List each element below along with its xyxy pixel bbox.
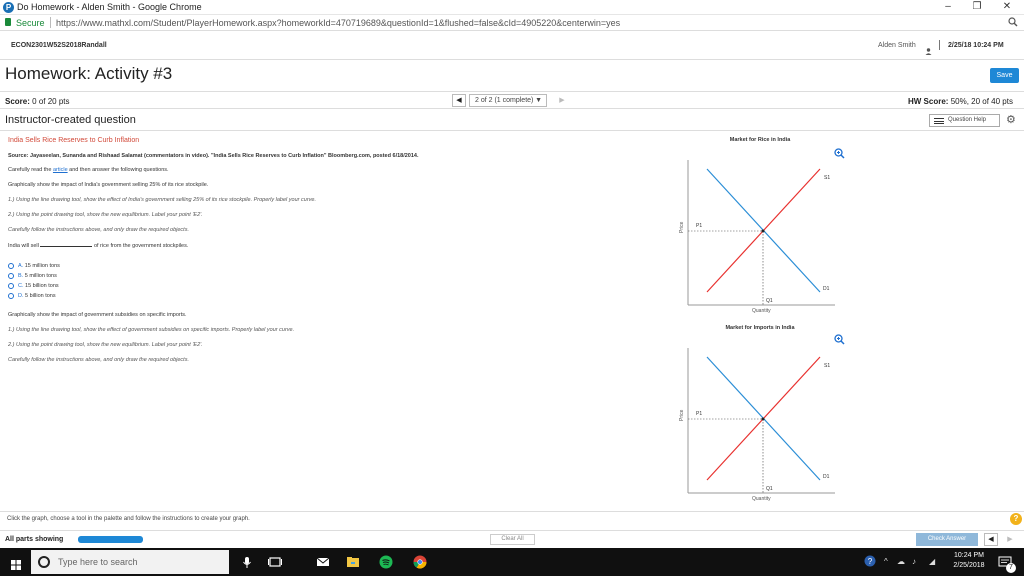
secure-label: Secure (16, 18, 45, 28)
radio-button-icon[interactable] (8, 293, 14, 299)
cloud-icon[interactable]: ☁ (897, 557, 905, 566)
address-separator (50, 17, 51, 28)
option-text: 5 million tons (24, 273, 57, 279)
instruction-text-pre: Carefully read the (8, 167, 52, 173)
option-letter: C. (18, 283, 24, 289)
radio-button-icon[interactable] (8, 283, 14, 289)
page-title: Homework: Activity #3 (5, 64, 173, 83)
zoom-in-icon[interactable] (834, 332, 845, 343)
chevron-down-icon: ▼ (535, 97, 542, 104)
graph2-canvas[interactable] (680, 343, 840, 503)
help-tray-icon[interactable] (864, 555, 876, 569)
demand-label: D1 (823, 286, 830, 292)
fill-in-sentence (8, 242, 508, 250)
option-letter: A. (18, 263, 24, 269)
file-explorer-icon[interactable] (346, 555, 360, 569)
next-question-button[interactable]: ▶ (1007, 536, 1013, 543)
all-parts-label: All parts showing (5, 536, 64, 543)
hw-score-display (908, 97, 1013, 106)
answer-blank (40, 242, 92, 247)
course-code: ECON2301W52S2018Randall (11, 42, 107, 49)
check-answer-button[interactable]: Check Answer (916, 533, 978, 546)
graph1-title: Market for Rice in India (729, 137, 791, 143)
graph1-note: Carefully follow the instructions above, and only draw the required objects. (8, 227, 189, 233)
bottom-divider (0, 511, 1024, 512)
question-help-button[interactable] (929, 114, 1000, 127)
maximize-button[interactable]: ❐ (972, 1, 982, 12)
article-source: Source: Jayaseelan, Sunanda and Rishaad Salamat (commentators in video). "India Sells Rice Reserves to Curb Inflation" Bloomberg.com, posted 6/18/2014. (8, 153, 419, 159)
graph1-canvas[interactable] (680, 155, 840, 315)
answer-option-d[interactable] (8, 292, 508, 300)
fill-text-pre: India will sell (8, 243, 39, 249)
person-icon (925, 42, 932, 49)
option-text: 15 billion tons (25, 283, 59, 289)
taskbar-search-placeholder: Type here to search (58, 557, 138, 567)
content-divider (0, 130, 1024, 131)
hw-score-value: 50%, 20 of 40 pts (950, 97, 1013, 106)
microphone-icon[interactable] (240, 555, 254, 569)
question-select-value: 2 of 2 (1 complete) (475, 97, 534, 104)
graph1-step2: 2.) Using the point drawing tool, show the new equilibrium. Label your point 'E2'. (8, 212, 203, 218)
graph1-prompt: Graphically show the impact of India's government selling 25% of its rice stockpile. (8, 182, 209, 188)
taskbar-clock[interactable] (948, 551, 990, 571)
equilibrium-point (762, 418, 765, 421)
option-text: 5 billion tons (25, 293, 56, 299)
graph-instructions: Click the graph, choose a tool in the palette and follow the instructions to create your graph. (7, 516, 250, 522)
next-question-button[interactable]: ▶ (559, 97, 565, 104)
graph2-prompt: Graphically show the impact of government subsidies on specific imports. (8, 312, 187, 318)
option-text: 15 million tons (24, 263, 60, 269)
cortana-icon (38, 556, 50, 568)
graph2-note: Carefully follow the instructions above, and only draw the required objects. (8, 357, 189, 363)
pearson-logo-icon: P (3, 2, 14, 13)
score-bar (0, 91, 1024, 109)
footer-bar (0, 530, 1024, 547)
user-name[interactable]: Alden Smith (878, 42, 916, 49)
option-letter: D. (18, 293, 24, 299)
graph2-step2: 2.) Using the point drawing tool, show the new equilibrium. Label your point 'E2'. (8, 342, 203, 348)
x-axis-label: Quantity (752, 496, 771, 502)
mail-icon[interactable] (316, 555, 330, 569)
supply-label: S1 (824, 363, 831, 369)
answer-option-a[interactable] (8, 262, 508, 270)
read-instruction (8, 167, 508, 174)
course-header (0, 31, 1024, 60)
clear-all-button[interactable]: Clear All (490, 534, 535, 545)
supply-label: S1 (824, 175, 831, 181)
graph1-step1: 1.) Using the line drawing tool, show the effect of India's government selling 25% of its rice stockpile. Properly label your curve. (8, 197, 316, 203)
answer-option-b[interactable] (8, 272, 508, 280)
score-label: Score: (5, 97, 30, 106)
article-title: India Sells Rice Reserves to Curb Inflation (8, 137, 140, 144)
fill-text-post: of rice from the government stockpiles. (93, 243, 189, 249)
menu-icon (934, 118, 944, 124)
wifi-icon[interactable]: ◢ (929, 557, 936, 566)
previous-question-button[interactable]: ◀ (984, 533, 998, 546)
score-display (5, 97, 70, 106)
question-select[interactable] (469, 94, 547, 107)
article-link[interactable]: article (52, 167, 68, 173)
windows-start-icon[interactable] (11, 557, 21, 567)
equilibrium-point (762, 230, 765, 233)
parts-progress-bar (78, 536, 143, 543)
header-datetime: 2/25/18 10:24 PM (948, 42, 1004, 49)
svg-text:?: ? (867, 557, 873, 566)
gear-icon[interactable]: ⚙ (1006, 114, 1016, 126)
zoom-magnifier-icon[interactable] (1008, 17, 1018, 30)
address-bar[interactable] (0, 15, 1024, 31)
close-button[interactable]: ✕ (1002, 1, 1012, 12)
taskbar-search-box[interactable] (31, 550, 229, 574)
clock-date: 2/25/2018 (953, 562, 985, 569)
hw-score-label: HW Score: (908, 97, 949, 106)
chevron-up-icon[interactable]: ^ (884, 557, 888, 566)
volume-icon[interactable]: ♪ (912, 557, 916, 566)
spotify-icon[interactable] (379, 555, 393, 569)
url-text[interactable]: https://www.mathxl.com/Student/PlayerHomework.aspx?homeworkId=470719689&questionId=1&flushed=false&cId=4905220&centerwin=yes (56, 18, 621, 28)
windows-taskbar (0, 548, 1024, 576)
help-icon[interactable]: ? (1010, 513, 1022, 525)
window-title: Do Homework - Alden Smith - Google Chrome (17, 2, 202, 12)
price-label: P1 (696, 223, 703, 229)
question-panel (8, 137, 508, 372)
radio-button-icon[interactable] (8, 263, 14, 269)
answer-option-c[interactable] (8, 282, 508, 290)
demand-label: D1 (823, 474, 830, 480)
score-value: 0 of 20 pts (32, 97, 70, 106)
graph2-title: Market for Imports in India (725, 325, 795, 331)
save-button[interactable]: Save (990, 68, 1019, 83)
price-label: P1 (696, 411, 703, 417)
quantity-label: Q1 (766, 486, 773, 492)
x-axis-label: Quantity (752, 308, 771, 314)
instruction-text-post: and then answer the following questions. (69, 167, 169, 173)
browser-title-bar (0, 0, 1024, 15)
minimize-button[interactable]: – (945, 1, 951, 12)
question-help-label: Question Help (948, 117, 987, 123)
radio-button-icon[interactable] (8, 273, 14, 279)
lock-icon (5, 18, 11, 26)
quantity-label: Q1 (766, 298, 773, 304)
option-letter: B. (18, 273, 24, 279)
header-divider (939, 40, 940, 50)
progress-fill (78, 536, 143, 543)
clock-time: 10:24 PM (954, 552, 984, 559)
y-axis-label: Price (679, 221, 685, 233)
graph2-step1: 1.) Using the line drawing tool, show the effect of government subsidies on specific imports. Properly label your curve. (8, 327, 295, 333)
previous-question-button[interactable]: ◀ (452, 94, 466, 107)
question-navigator (452, 94, 570, 107)
question-type-title: Instructor-created question (5, 114, 136, 126)
notification-count: 7 (1006, 563, 1016, 573)
task-view-icon[interactable] (268, 555, 282, 569)
y-axis-label: Price (679, 409, 685, 421)
chrome-icon[interactable] (413, 555, 427, 569)
